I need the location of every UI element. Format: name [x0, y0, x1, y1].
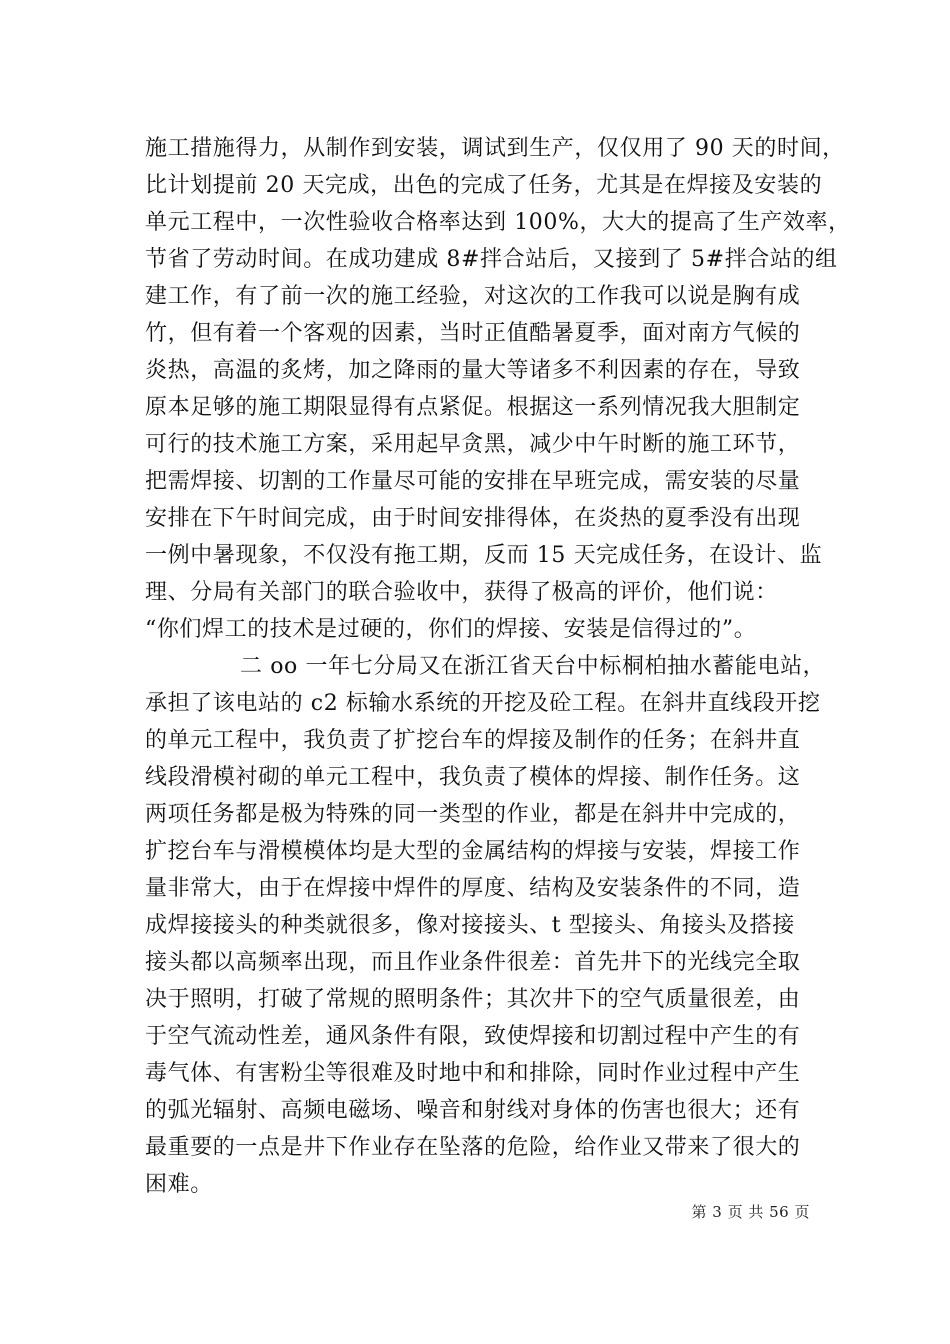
text-line: 决于照明，打破了常规的照明条件；其次井下的空气质量很差，由 [145, 987, 801, 1012]
text-line: 量非常大，由于在焊接中焊件的厚度、结构及安装条件的不同，造 [145, 876, 801, 901]
text-line: 建工作，有了前一次的施工经验，对这次的工作我可以说是胸有成 [145, 284, 801, 309]
text-line: 的弧光辐射、高频电磁场、噪音和射线对身体的伤害也很大；还有 [145, 1098, 801, 1123]
text-line: 原本足够的施工期限显得有点紧促。根据这一系列情况我大胆制定 [145, 395, 801, 420]
text-line: 线段滑模衬砌的单元工程中，我负责了模体的焊接、制作任务。这 [145, 765, 801, 790]
text-line: 理、分局有关部门的联合验收中，获得了极高的评价，他们说： [145, 580, 778, 605]
text-line: 竹，但有着一个客观的因素，当时正值酷暑夏季，面对南方气候的 [145, 321, 801, 346]
text-line: 比计划提前 20 天完成，出色的完成了任务，尤其是在焊接及安装的 [145, 173, 823, 198]
text-line: 承担了该电站的 c2 标输水系统的开挖及砼工程。在斜井直线段开挖 [145, 691, 821, 716]
text-line: 接头都以高频率出现，而且作业条件很差：首先井下的光线完全取 [145, 950, 801, 975]
text-line: 扩挖台车与滑模模体均是大型的金属结构的焊接与安装，焊接工作 [145, 839, 801, 864]
text-line: 最重要的一点是井下作业存在坠落的危险，给作业又带来了很大的 [145, 1135, 801, 1160]
text-line: 成焊接接头的种类就很多，像对接接头、t 型接头、角接头及搭接 [145, 913, 795, 938]
text-line: 施工措施得力，从制作到安装，调试到生产，仅仅用了 90 天的时间， [145, 136, 845, 161]
text-line: 安排在下午时间完成，由于时间安排得体，在炎热的夏季没有出现 [145, 506, 801, 531]
paragraph-first-line: 二 oo 一年七分局又在浙江省天台中标桐柏抽水蓄能电站， [240, 654, 826, 679]
text-line: 可行的技术施工方案，采用起早贪黑，减少中午时断的施工环节， [145, 432, 801, 457]
text-line: 一例中暑现象，不仅没有拖工期，反而 15 天完成任务，在设计、监 [145, 543, 823, 568]
text-line: 两项任务都是极为特殊的同一类型的作业，都是在斜井中完成的， [145, 802, 801, 827]
text-line: 于空气流动性差，通风条件有限，致使焊接和切割过程中产生的有 [145, 1024, 801, 1049]
text-line: “你们焊工的技术是过硬的，你们的焊接、安装是信得过的”。 [145, 617, 757, 642]
text-line: 炎热，高温的炙烤，加之降雨的量大等诸多不利因素的存在，导致 [145, 358, 801, 383]
text-line: 的单元工程中，我负责了扩挖台车的焊接及制作的任务；在斜井直 [145, 728, 801, 753]
text-line: 困难。 [145, 1172, 213, 1197]
text-line: 节省了劳动时间。在成功建成 8#拌合站后，又接到了 5#拌合站的组 [145, 247, 838, 272]
text-line: 把需焊接、切割的工作量尽可能的安排在早班完成，需安装的尽量 [145, 469, 801, 494]
text-line: 毒气体、有害粉尘等很难及时地中和和排除，同时作业过程中产生 [145, 1061, 801, 1086]
page-number: 第 3 页 共 56 页 [691, 1203, 810, 1221]
text-line: 单元工程中，一次性验收合格率达到 100%，大大的提高了生产效率， [145, 210, 851, 235]
